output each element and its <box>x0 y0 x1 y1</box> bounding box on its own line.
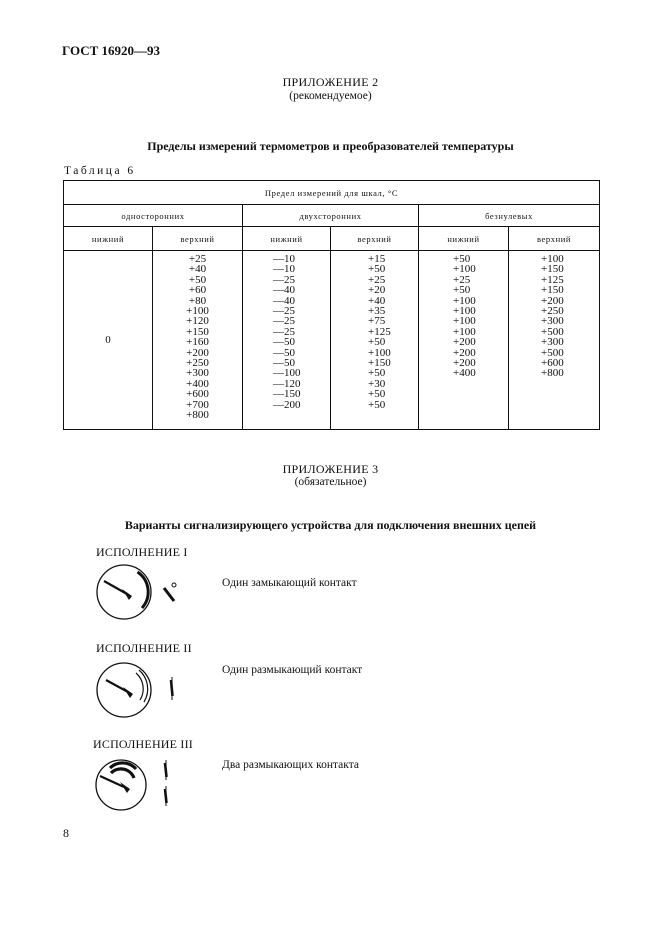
variant-2-diagram <box>94 660 188 718</box>
table-label: Таблица 6 <box>64 165 136 177</box>
one-sided-upper-value: +160 <box>186 336 209 349</box>
zeroless-lower-value: +100 <box>453 294 476 307</box>
variant-3-description: Два размыкающих контакта <box>222 759 359 771</box>
normally-closed-contact-icon <box>171 677 173 700</box>
two-sided-upper-value: +15 <box>368 253 386 265</box>
variant-1-title: ИСПОЛНЕНИЕ I <box>96 545 188 559</box>
subheader-upper: верхний <box>153 227 243 251</box>
variant-1-description: Один замыкающий контакт <box>222 577 357 589</box>
normally-open-contact-icon <box>164 583 176 601</box>
two-sided-lower-value: —10 <box>273 263 295 276</box>
two-sided-upper-value: +50 <box>368 263 386 276</box>
variant-2-title: ИСПОЛНЕНИЕ II <box>96 641 192 655</box>
two-sided-upper-value: +100 <box>368 346 391 359</box>
zeroless-upper-value: +100 <box>541 253 564 265</box>
two-sided-lower-value: —25 <box>273 273 295 286</box>
zeroless-upper-value: +150 <box>541 263 564 276</box>
zeroless-lower-value: +200 <box>453 357 476 370</box>
page-number: 8 <box>63 826 69 840</box>
zeroless-upper-value: +300 <box>541 336 564 349</box>
zeroless-lower-value: +200 <box>453 346 476 359</box>
zeroless-upper-value: +300 <box>541 315 564 328</box>
subheader-upper: верхний <box>331 227 419 251</box>
two-sided-upper-value: +50 <box>368 336 386 349</box>
table-row <box>64 251 600 430</box>
two-sided-upper-cell <box>331 251 419 430</box>
two-sided-upper-value: +125 <box>368 325 391 338</box>
two-sided-lower-value: —40 <box>273 294 295 307</box>
one-sided-upper-value: +200 <box>186 346 209 359</box>
one-sided-upper-value: +800 <box>186 409 209 422</box>
two-sided-upper-value: +50 <box>368 367 386 380</box>
zeroless-upper-value: +250 <box>541 305 564 318</box>
two-sided-upper-value: +50 <box>368 388 386 401</box>
zeroless-upper-value: +800 <box>541 367 564 380</box>
one-sided-upper-value: +100 <box>186 305 209 318</box>
zeroless-lower-value: +50 <box>453 253 471 265</box>
zeroless-upper-value: +500 <box>541 325 564 338</box>
double-normally-closed-contact-icon <box>165 760 167 806</box>
two-sided-lower-value: —40 <box>273 284 295 297</box>
zeroless-upper-value: +200 <box>541 294 564 307</box>
two-sided-lower-value: —25 <box>273 305 295 318</box>
appendix-2-heading: Пределы измерений термометров и преобразователей температуры <box>147 139 514 153</box>
gauge-dial-icon <box>97 565 151 619</box>
zeroless-upper-value: +125 <box>541 273 564 286</box>
variant-2-description: Один размыкающий контакт <box>222 664 363 676</box>
appendix-3-title: ПРИЛОЖЕНИЕ 3 <box>282 462 379 476</box>
two-sided-lower-value: —100 <box>273 367 301 380</box>
zeroless-lower-value: +50 <box>453 284 471 297</box>
one-sided-upper-value: +80 <box>188 294 207 307</box>
two-sided-upper-value: +150 <box>368 357 391 370</box>
one-sided-upper-value: +120 <box>186 315 209 328</box>
variant-3-diagram <box>94 756 188 814</box>
two-sided-upper-value: +40 <box>368 294 386 307</box>
variant-3-title: ИСПОЛНЕНИЕ III <box>93 737 193 751</box>
subheader-lower: нижний <box>419 227 509 251</box>
two-sided-lower-value: —120 <box>273 377 301 390</box>
one-sided-upper-value: +60 <box>188 284 207 297</box>
zeroless-upper-value: +600 <box>541 357 564 370</box>
one-sided-upper-value: +600 <box>186 388 209 401</box>
gauge-dial-icon <box>96 760 146 810</box>
two-sided-lower-value: —200 <box>273 398 301 411</box>
two-sided-upper-value: +35 <box>368 305 386 318</box>
two-sided-upper-value: +20 <box>368 284 386 297</box>
zeroless-upper-value: +500 <box>541 346 564 359</box>
appendix-2-subtitle: (рекомендуемое) <box>289 90 372 102</box>
two-sided-lower-value: —50 <box>273 336 295 349</box>
one-sided-upper-value: +25 <box>188 253 207 265</box>
two-sided-lower-value: —50 <box>273 357 295 370</box>
two-sided-lower-value: —10 <box>273 253 295 265</box>
two-sided-upper-value: +75 <box>368 315 386 328</box>
two-sided-lower-value: —50 <box>273 346 295 359</box>
subheader-lower: нижний <box>243 227 331 251</box>
one-sided-upper-value: +400 <box>186 377 209 390</box>
document-id: ГОСТ 16920—93 <box>62 43 161 58</box>
subheader-upper: верхний <box>509 227 600 251</box>
zeroless-lower-value: +100 <box>453 305 476 318</box>
appendix-3-heading: Варианты сигнализирующего устройства для подключения внешних цепей <box>124 518 537 532</box>
appendix-2-title: ПРИЛОЖЕНИЕ 2 <box>282 75 379 89</box>
group-header-one-sided: односторонних <box>64 205 243 227</box>
zeroless-lower-value: +100 <box>453 315 476 328</box>
one-sided-upper-value: +150 <box>186 325 209 338</box>
group-header-two-sided: двухсторонних <box>243 205 419 227</box>
two-sided-upper-value: +25 <box>368 273 386 286</box>
zeroless-lower-value: +400 <box>453 367 476 380</box>
zeroless-upper-cell <box>509 251 600 430</box>
one-sided-upper-cell <box>153 251 243 430</box>
one-sided-upper-value: +700 <box>186 398 209 411</box>
two-sided-upper-value: +30 <box>368 377 386 390</box>
subheader-lower: нижний <box>64 227 153 251</box>
one-sided-upper-value: +50 <box>188 273 207 286</box>
zeroless-lower-value: +100 <box>453 263 476 276</box>
one-sided-upper-value: +40 <box>188 263 207 276</box>
two-sided-lower-cell <box>243 251 331 430</box>
zeroless-lower-value: +200 <box>453 336 476 349</box>
one-sided-upper-value: +300 <box>186 367 209 380</box>
measurement-limits-table <box>63 180 600 430</box>
group-header-zeroless: безнулевых <box>419 205 600 227</box>
zeroless-upper-value: +150 <box>541 284 564 297</box>
appendix-3-subtitle: (обязательное) <box>294 476 367 488</box>
zeroless-lower-cell <box>419 251 509 430</box>
variant-1-diagram <box>94 563 188 621</box>
one-sided-lower-cell: 0 <box>64 251 153 430</box>
two-sided-lower-value: —25 <box>273 325 295 338</box>
two-sided-lower-value: —150 <box>273 388 301 401</box>
gauge-dial-icon <box>97 663 151 717</box>
table-top-header: Предел измерений для шкал, °С <box>64 181 600 205</box>
one-sided-upper-value: +250 <box>186 357 209 370</box>
two-sided-upper-value: +50 <box>368 398 386 411</box>
two-sided-lower-value: —25 <box>273 315 295 328</box>
zeroless-lower-value: +100 <box>453 325 476 338</box>
zeroless-lower-value: +25 <box>453 273 471 286</box>
